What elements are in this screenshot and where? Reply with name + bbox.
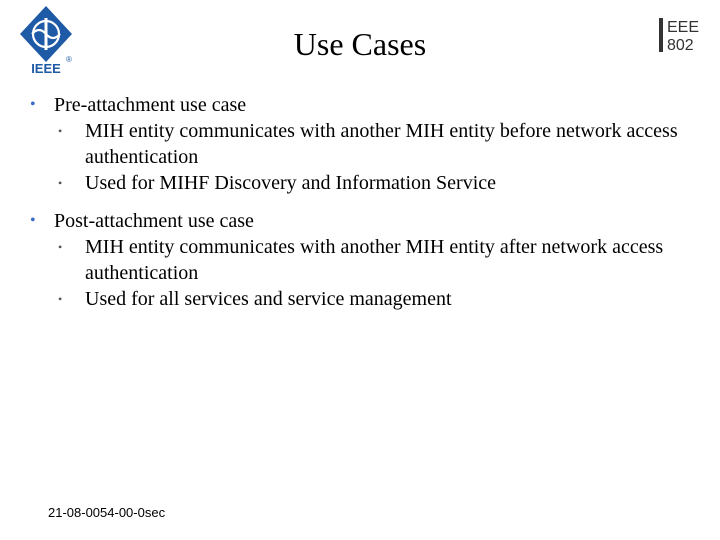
- sub-bullet: [30, 170, 690, 196]
- sub-bullet-dot-icon: •: [58, 124, 63, 138]
- sub-bullet-text: Used for MIHF Discovery and Information Service: [85, 172, 497, 194]
- ieee-registered-mark: ®: [66, 55, 72, 64]
- sub-bullet-text: MIH entity communicates with another MIH entity after network access authentication: [85, 236, 664, 284]
- sub-bullet-dot-icon: •: [58, 176, 63, 190]
- sub-bullet-dot-icon: •: [58, 292, 63, 306]
- bullet-dot-icon: •: [30, 96, 36, 113]
- sub-bullet-list: [30, 234, 690, 312]
- document-number-footer: 21-08-0054-00-0sec: [48, 505, 166, 520]
- sub-bullet: [30, 234, 690, 286]
- sub-bullet: [30, 286, 690, 312]
- bullet-dot-icon: •: [30, 212, 36, 229]
- sub-bullet-dot-icon: •: [58, 240, 63, 254]
- ieee-logo-text: IEEE: [31, 61, 61, 76]
- bullet-text: Pre-attachment use case: [54, 94, 247, 116]
- sub-bullet-list: [30, 118, 690, 196]
- slide-content: [30, 92, 690, 312]
- bullet-post-attachment: [30, 208, 690, 234]
- sub-bullet-text: MIH entity communicates with another MIH entity before network access authentication: [85, 120, 678, 168]
- bullet-pre-attachment: [30, 92, 690, 118]
- ieee-802-logo-bottom: 802: [667, 37, 694, 54]
- bullet-text: Post-attachment use case: [54, 210, 254, 232]
- sub-bullet-text: Used for all services and service management: [85, 288, 452, 310]
- slide-title: Use Cases: [293, 26, 427, 62]
- ieee-802-logo-top: EEE: [667, 19, 700, 36]
- sub-bullet: [30, 118, 690, 170]
